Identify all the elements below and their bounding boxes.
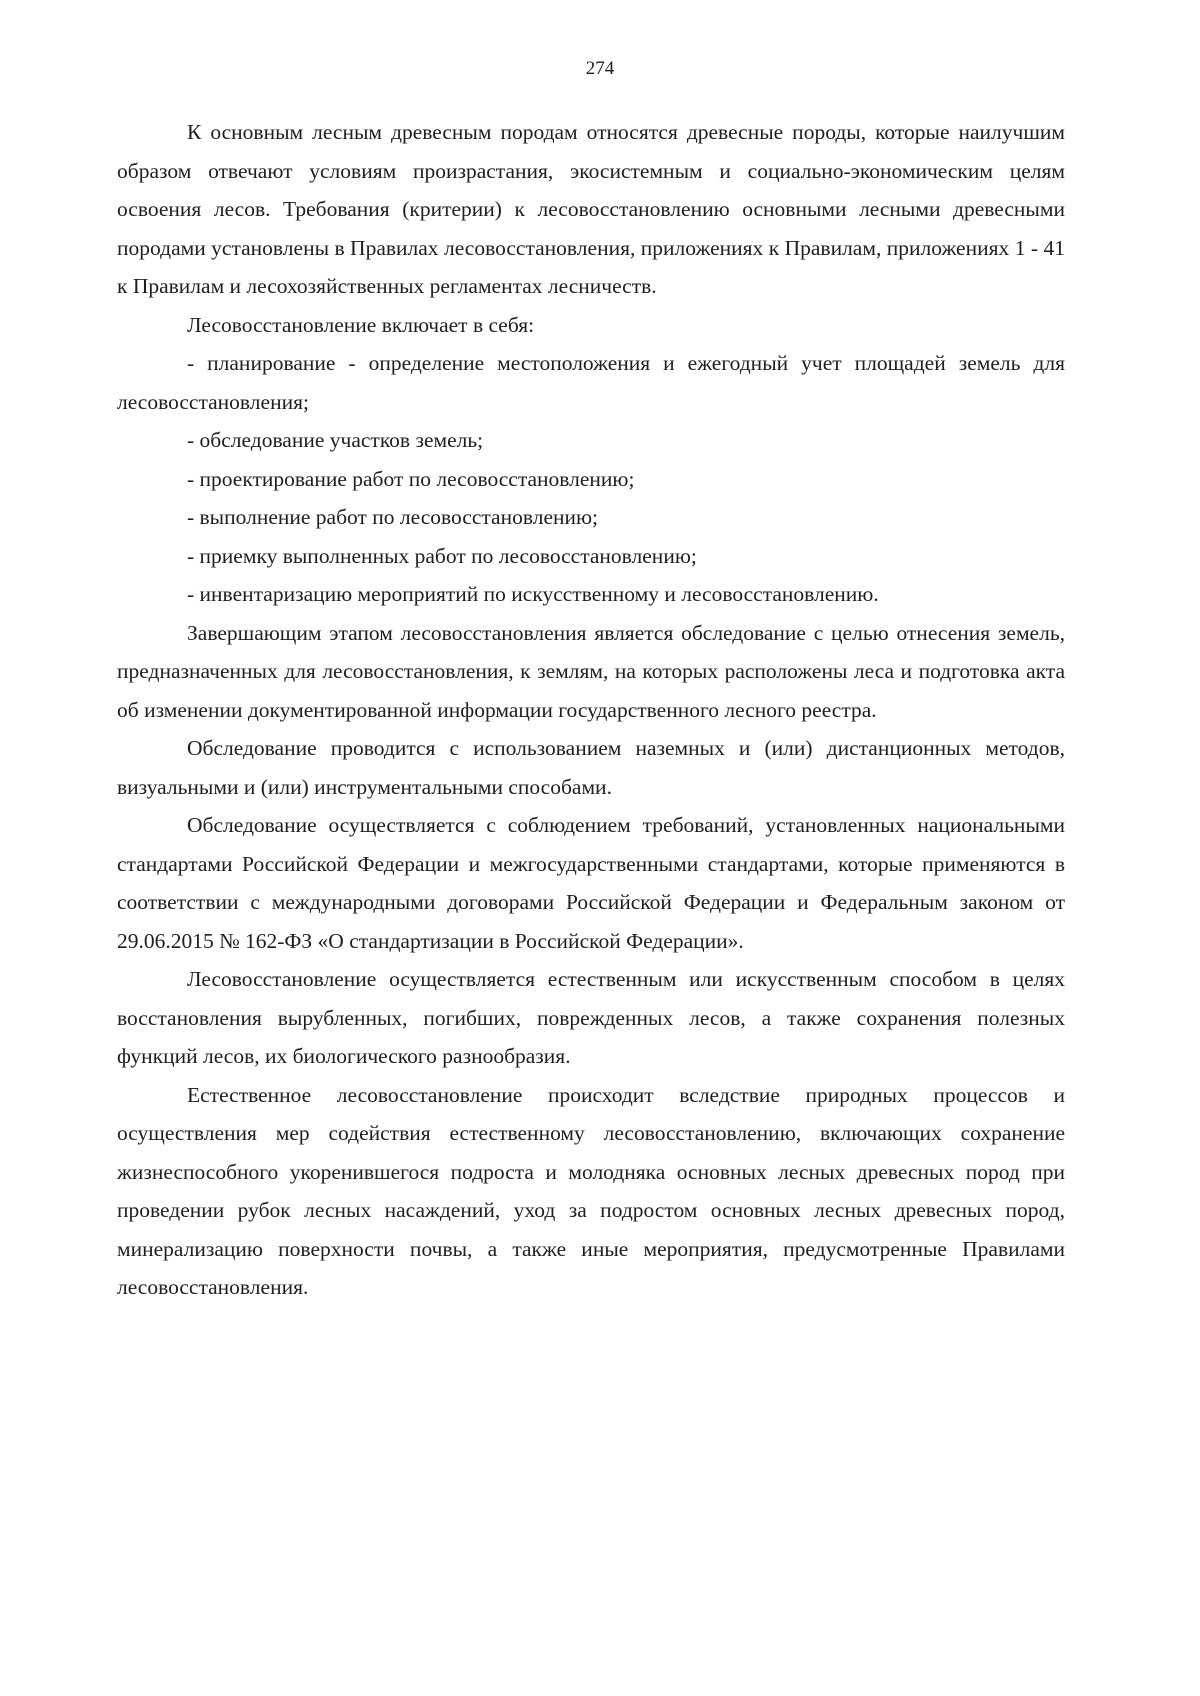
list-item-acceptance: - приемку выполненных работ по лесовосстановлению; [187, 543, 697, 568]
list-item-planning: - планирование - определение местоположения и ежегодный учет площадей земель для лесовосстановления; [117, 351, 1065, 414]
paragraph-survey-methods: Обследование проводится с использованием наземных и (или) дистанционных методов, визуальными и (или) инструментальными способами. [117, 736, 1065, 799]
paragraph-includes: Лесовосстановление включает в себя: [187, 312, 535, 337]
list-item-inventory: - инвентаризацию мероприятий по искусственному и лесовосстановлению. [187, 582, 879, 606]
paragraph-final-stage: Завершающим этапом лесовосстановления является обследование с целью отнесения земель, предназначенных для лесовосстановления, к землям, на которых расположены леса и подготовка акта об изменении документированной информации государственного лесного реестра. [117, 620, 1065, 722]
paragraph-main-species: К основным лесным древесным породам относятся древесные породы, которые наилучшим образом отвечают условиям произрастания, экосистемным и социально-экономическим целям освоения лесов. Требования (критерии) к лесовосстановлению основными лесными древесными породами установлены в Правилах лесовосстановления, приложениях к Правилам, приложениях 1 - 41 к Правилам и лесохозяйственных регламентах лесничеств. [117, 120, 1065, 298]
page-number: 274 [585, 58, 615, 79]
list-item-survey: - обследование участков земель; [187, 428, 484, 452]
list-item-design: - проектирование работ по лесовосстановлению; [187, 466, 635, 491]
paragraph-standards: Обследование осуществляется с соблюдением требований, установленных национальными стандартами Российской Федерации и межгосударственными стандартами, которые применяются в соответствии с международными договорами Российской Федерации и Федеральным законом от 29.06.2015 № 162-ФЗ «О стандартизации в Российской Федерации». [117, 813, 1065, 953]
paragraph-methods: Лесовосстановление осуществляется естественным или искусственным способом в целях восстановления вырубленных, погибших, поврежденных лесов, а также сохранения полезных функций лесов, их биологического разнообразия. [117, 967, 1065, 1068]
paragraph-natural-restoration: Естественное лесовосстановление происходит вследствие природных процессов и осуществления мер содействия естественному лесовосстановлению, включающих сохранение жизнеспособного укоренившегося подроста и молодняка основных лесных древесных пород при проведении рубок лесных насаждений, уход за подростом основных лесных древесных пород, минерализацию поверхности почвы, а также иные мероприятия, предусмотренные Правилами лесовосстановления. [117, 1082, 1065, 1299]
list-item-execution: - выполнение работ по лесовосстановлению; [187, 505, 599, 529]
document-body [117, 113, 1065, 1307]
